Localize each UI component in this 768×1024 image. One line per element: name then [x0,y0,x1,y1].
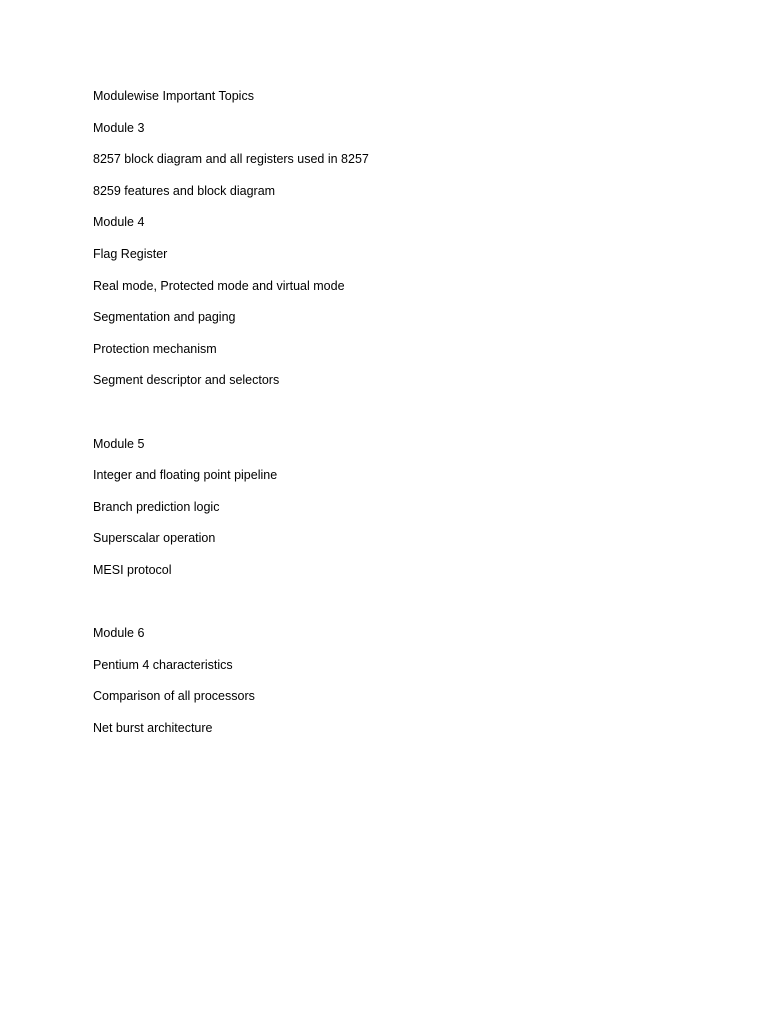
blank-line [93,592,713,624]
module-4-topic-4: Protection mechanism [93,341,217,356]
module-5-topic-4: MESI protocol [93,562,172,577]
document-title: Modulewise Important Topics [93,89,254,103]
module-6-topic-2: Comparison of all processors [93,689,255,704]
module-4-topic-1: Flag Register [93,246,168,261]
blank-line [93,402,713,434]
module-3-topic-2: 8259 features and block diagram [93,183,276,198]
module-4-heading: Module 4 [93,215,145,230]
module-6-heading: Module 6 [93,626,145,641]
module-4-topic-5: Segment descriptor and selectors [93,373,280,388]
module-5-topic-3: Superscalar operation [93,531,216,546]
module-4-topic-3: Segmentation and paging [93,310,236,325]
module-5-topic-1: Integer and floating point pipeline [93,468,278,483]
module-6-topic-1: Pentium 4 characteristics [93,657,233,672]
module-5-topic-2: Branch prediction logic [93,499,220,514]
module-5-heading: Module 5 [93,436,145,451]
module-6-topic-3: Net burst architecture [93,720,213,735]
module-3-heading: Module 3 [93,120,145,135]
document-content [93,86,713,749]
module-4-topic-2: Real mode, Protected mode and virtual mode [93,278,345,293]
module-3-topic-1: 8257 block diagram and all registers used in 8257 [93,152,369,167]
